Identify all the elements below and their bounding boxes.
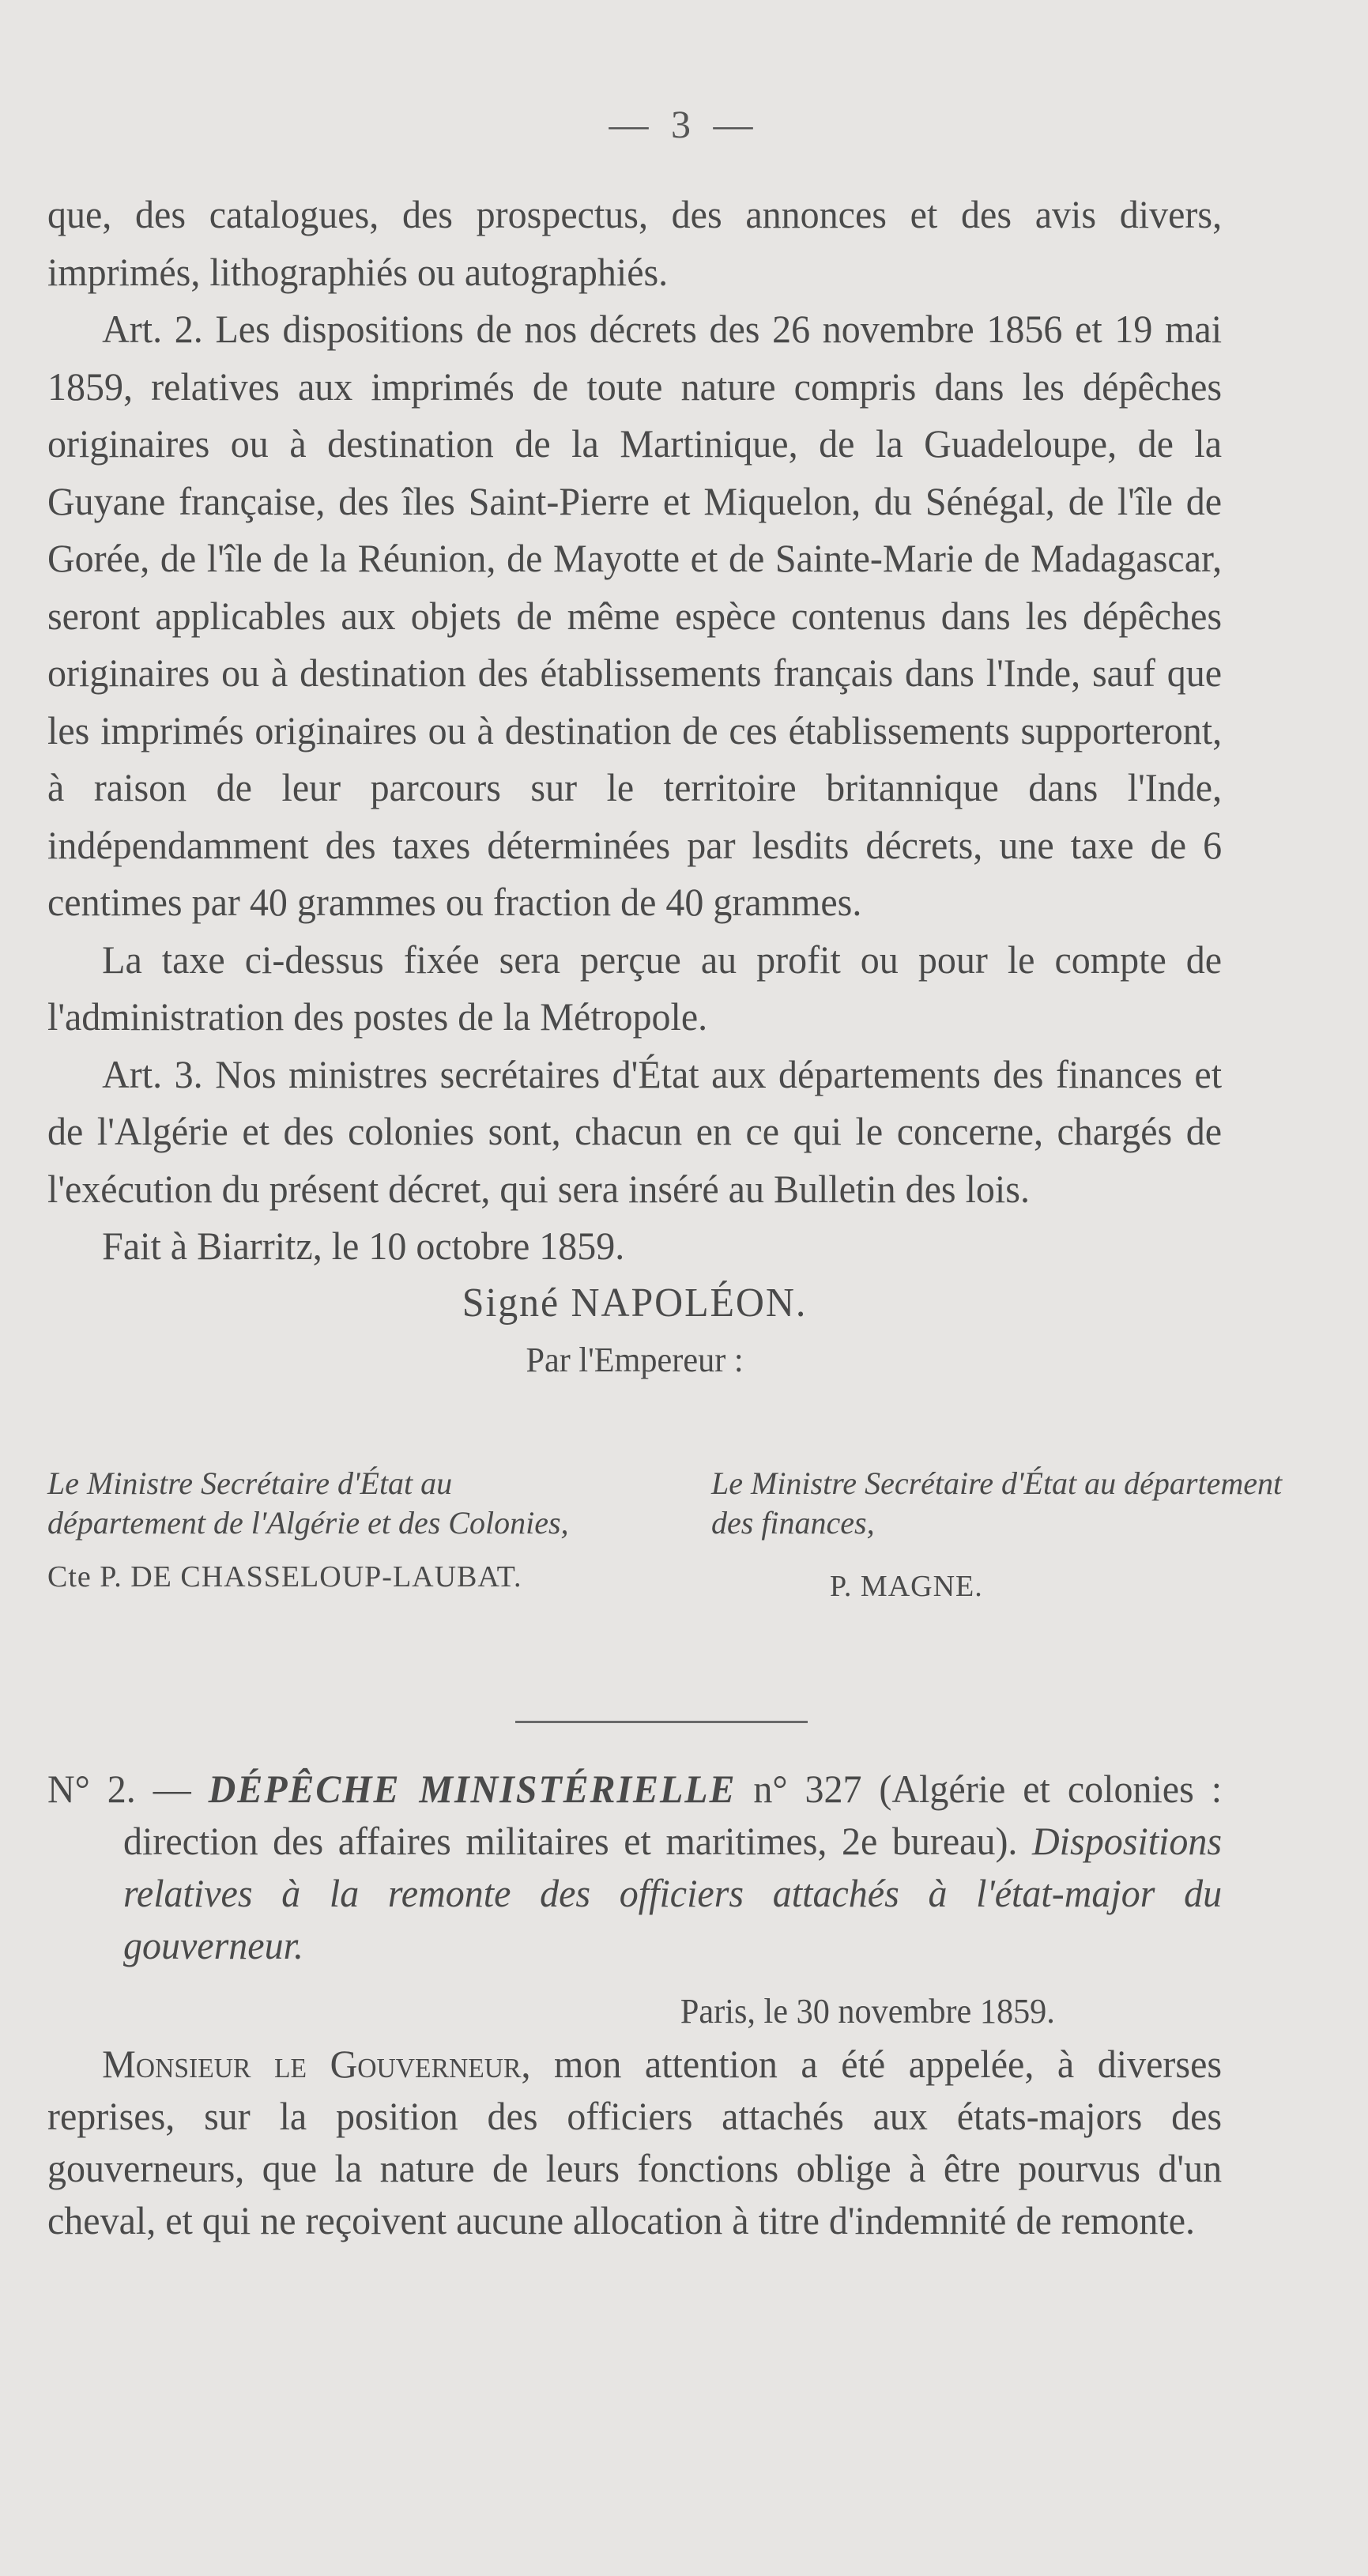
signing-place-date: Fait à Biarritz, le 10 octobre 1859. xyxy=(102,1224,625,1268)
section-2-header-details: n° 327 (Algérie et colonies : direction des affaires militaires et maritimes, 2e bureau). xyxy=(123,1767,1223,1863)
section-2-date: Paris, le 30 novembre 1859. xyxy=(680,1992,1055,2031)
article-1-continuation: que, des catalogues, des prospectus, des annonces et des avis divers, imprimés, lithographiés ou autographiés. xyxy=(47,192,1223,294)
section-2-body-text: mon attention a été appelée, à diverses reprises, sur la position des officiers attachés aux états-majors des gouverneurs, que la nature de leurs fonctions oblige à être pourvus d'un cheval, et qui ne reçoivent aucune allocation à titre d'indemnité de remonte. xyxy=(47,2042,1223,2242)
section-2-body xyxy=(47,2038,1222,2246)
minister-signatures xyxy=(47,1464,1283,1654)
article-3: Art. 3. Nos ministres secrétaires d'État aux départements des finances et de l'Algérie et des colonies sont, chacun en ce qui le concerne, chargés de l'exécution du présent décret, qui sera inséré au Bulletin des lois. xyxy=(47,1051,1223,1211)
minister-right-name: P. MAGNE. xyxy=(830,1570,983,1603)
section-divider xyxy=(515,1721,808,1723)
decree-text xyxy=(47,186,1222,1390)
minister-right-title: Le Ministre Secrétaire d'État au département des finances, xyxy=(711,1465,1283,1541)
section-2 xyxy=(47,1763,1222,2246)
section-2-number: N° 2. — xyxy=(47,1767,209,1811)
salutation: Monsieur le Gouverneur, xyxy=(102,2042,531,2086)
section-2-title: DÉPÊCHE MINISTÉRIELLE xyxy=(208,1767,737,1811)
section-2-header xyxy=(47,1763,1222,1971)
minister-right xyxy=(711,1464,1296,1606)
minister-left xyxy=(47,1464,601,1597)
par-empereur: Par l'Empereur : xyxy=(526,1341,744,1379)
signature-line: Signé NAPOLÉON. xyxy=(462,1280,808,1326)
minister-left-name: Cte P. DE CHASSELOUP-LAUBAT. xyxy=(47,1560,522,1593)
page-number: — 3 — xyxy=(609,102,759,146)
section-2-subject: Dispositions relatives à la remonte des officiers attachés à l'état-major du gouverneur. xyxy=(123,1819,1223,1967)
article-2-paragraph-2: La taxe ci-dessus fixée sera perçue au profit ou pour le compte de l'administration des postes de la Métropole. xyxy=(47,937,1223,1039)
minister-left-title: Le Ministre Secrétaire d'État au département de l'Algérie et des Colonies, xyxy=(47,1465,569,1541)
article-2-paragraph-1: Art. 2. Les dispositions de nos décrets des 26 novembre 1856 et 19 mai 1859, relatives aux imprimés de toute nature compris dans les dépêches originaires ou à destination de la Martinique, de la Guadeloupe, de la Guyane française, des îles Saint-Pierre et Miquelon, du Sénégal, de l'île de Gorée, de l'île de la Réunion, de Mayotte et de Sainte-Marie de Madagascar, seront applicables aux objets de même espèce contenus dans les dépêches originaires ou à destination des établissements français dans l'Inde, sauf que les imprimés originaires ou à destination de ces établissements supporteront, à raison de leur parcours sur le territoire britannique dans l'Inde, indépendamment des taxes déterminées par lesdits décrets, une taxe de 6 centimes par 40 grammes ou fraction de 40 grammes. xyxy=(47,307,1223,924)
